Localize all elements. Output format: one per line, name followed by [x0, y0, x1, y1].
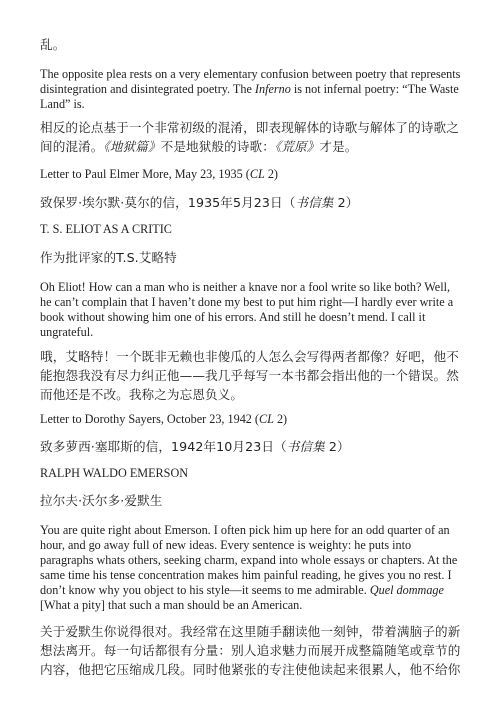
text: 2） [333, 195, 359, 210]
text: is not infernal poetry: “The Waste Land” is. [40, 82, 459, 111]
citation-zh-more [40, 193, 460, 212]
paragraph-zh-emerson: 关于爱默生你说得很对。我经常在这里随手翻读他一刻钟，带着满脑子的新想法离开。每一句话都很有分量：别人追求魅力而展开成整篇随笔或章节的内容，他把它压缩成几段。同时他紧张的专注使他读起来很累人，他不给你 [40, 624, 461, 677]
italic-title: Inferno [254, 82, 291, 96]
text: You are quite right about Emerson. I often pick him up here for an odd quarter of an hour, and go away full of new ideas. Every sentence is weighty: he puts into paragraphs whats others, seeking charm, expand into whole essays or chapters. At the same time his tense concentration makes him painful reading, he gives you no rest. I don’t know why you object to his style—it seems to me admirable. [40, 523, 458, 597]
italic-abbrev: CL [249, 167, 265, 181]
text: 致保罗·埃尔默·莫尔的信，1935年5月23日（ [40, 195, 296, 210]
text: 致多萝西·塞耶斯的信，1942年10月23日（ [40, 439, 287, 454]
text: 2) [273, 412, 288, 426]
italic-phrase: Quel dommage [369, 583, 444, 597]
paragraph-zh-waste-land [40, 118, 462, 156]
citation-zh-sayers [40, 437, 460, 456]
section-heading-en-emerson: RALPH WALDO EMERSON [40, 466, 189, 480]
text: Letter to Dorothy Sayers, October 23, 1942 ( [40, 412, 259, 426]
text: 相反的论点基于一个非常初级的混淆，即表现解体的诗歌与解体了的诗歌之间的混淆。 [40, 120, 459, 154]
text: 才是。 [319, 139, 358, 154]
text: [What a pity] that such a man should be an American. [40, 598, 303, 612]
section-heading-zh-emerson: 拉尔夫·沃尔多·爱默生 [40, 493, 163, 508]
paragraph-en-oh-eliot: Oh Eliot! How can a man who is neither a knave nor a fool write so like both? Well, he can’t complain that I haven’t done my best to put him right—I hardly ever write a book without showing him one of his errors. And still he doesn’t mend. I call it ungrateful. [40, 280, 454, 339]
italic-abbrev: CL [258, 412, 274, 426]
italic-abbrev: 书信集 [286, 439, 325, 454]
paragraph-en-emerson [40, 523, 463, 613]
paragraph-zh-continuation: 乱。 [40, 37, 66, 52]
text: Letter to Paul Elmer More, May 23, 1935 ( [40, 167, 250, 181]
text: 不是地狱般的诗歌： [160, 139, 275, 154]
italic-title: 《地狱篇》 [103, 139, 161, 154]
text: 2) [264, 167, 278, 181]
section-heading-en-eliot: T. S. ELIOT AS A CRITIC [40, 222, 172, 236]
citation-en-sayers [40, 412, 460, 427]
citation-en-more [40, 167, 460, 182]
text: The opposite plea rests on a very elementary confusion between poetry that represents disintegration and disintegrated poetry. The [40, 67, 461, 96]
italic-title: 《荒原》 [274, 139, 320, 154]
italic-abbrev: 书信集 [295, 195, 334, 210]
section-heading-zh-eliot: 作为批评家的T.S.艾略特 [40, 250, 177, 265]
paragraph-zh-oh-eliot: 哦，艾略特！一个既非无赖也非傻瓜的人怎么会写得两者都像？好吧，他不能抱怨我没有尽力纠正他——我几乎每写一本书都会指出他的一个错误。然而他还是不改。我称之为忘恩负义。 [40, 349, 459, 402]
text: 2） [324, 439, 350, 454]
paragraph-en-waste-land [40, 67, 462, 112]
